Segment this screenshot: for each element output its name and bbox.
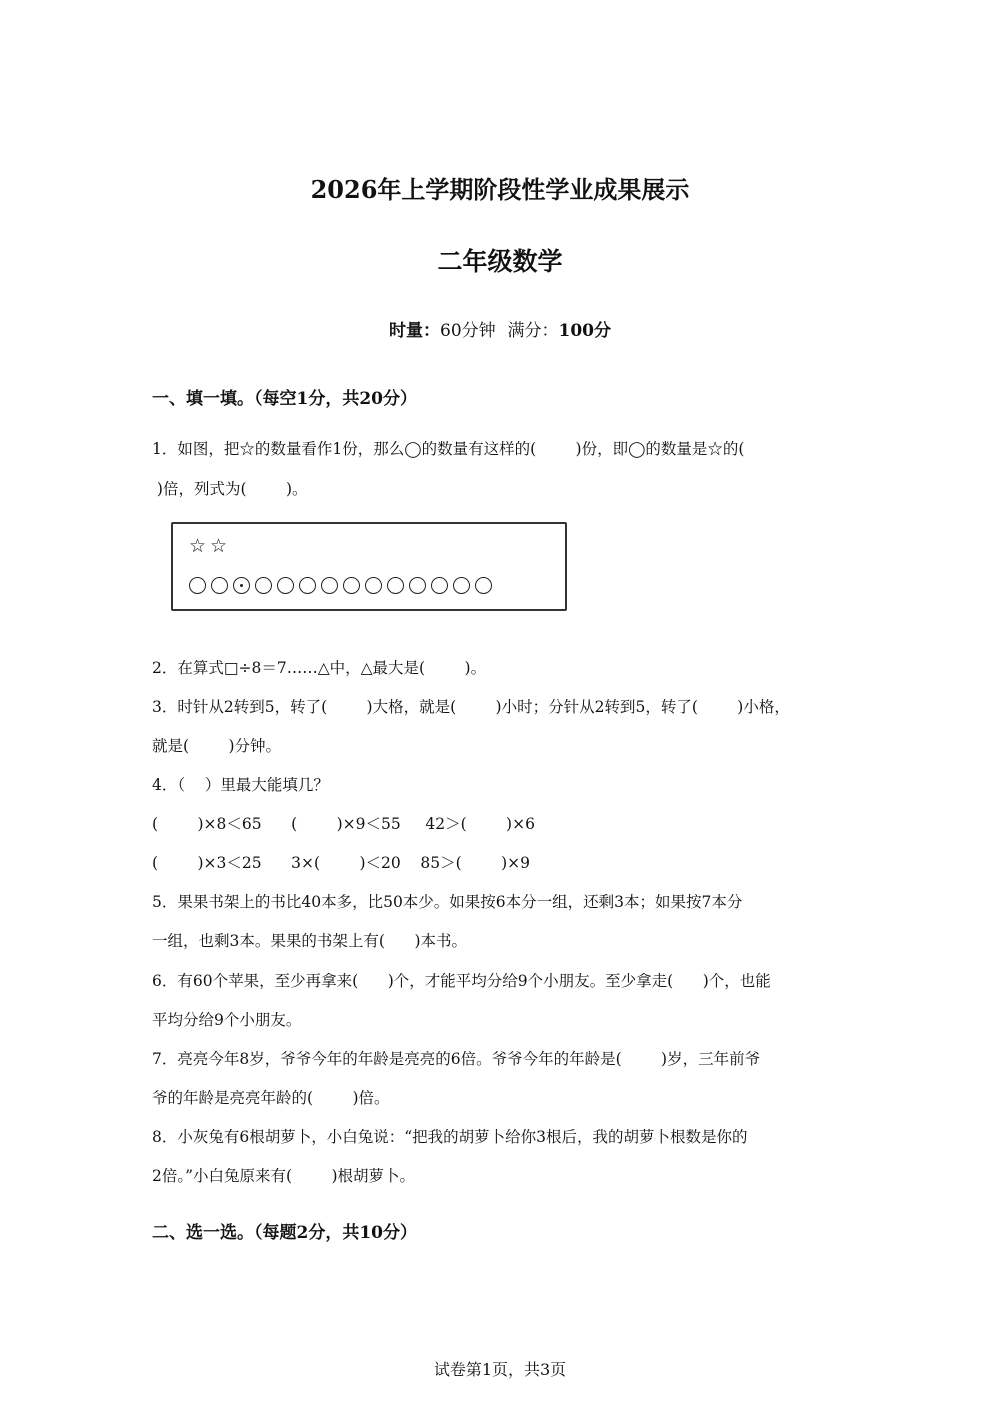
question-line: 2倍。”小白兔原来有( )根胡萝卜。	[152, 1167, 416, 1185]
question-line: ( )×8＜65 ( )×9＜55 42＞( )×6	[152, 815, 535, 833]
question-line: 3．时针从2转到5，转了( )大格，就是( )小时；分针从2转到5，转了( )小格，	[152, 698, 790, 716]
circle-shape	[365, 577, 382, 594]
question-line: )倍，列式为( )。	[152, 480, 308, 498]
page-footer: 试卷第1页，共3页	[433, 1360, 567, 1379]
circle-shape	[233, 577, 250, 594]
question-line: 4．（ ）里最大能填几？	[152, 776, 329, 794]
circle-shape	[189, 577, 206, 594]
question-line: 6．有60个苹果，至少再拿来( )个，才能平均分给9个小朋友。至少拿走( )个，也能	[152, 972, 771, 990]
section-2-heading: 二、选一选。（每题2分，共10分）	[152, 1223, 417, 1243]
question-line: 平均分给9个小朋友。	[152, 1011, 302, 1029]
question-line: 7．亮亮今年8岁，爷爷今年的年龄是亮亮的6倍。爷爷今年的年龄是( )岁，三年前爷	[152, 1050, 761, 1068]
time-value: 60分钟	[440, 321, 496, 341]
circle-shape	[453, 577, 470, 594]
score-label: 满分：	[507, 321, 559, 341]
circle-shape	[387, 577, 404, 594]
question-line: 1．如图，把☆的数量看作1份，那么◯的数量有这样的( )份，即◯的数量是☆的(	[152, 440, 745, 458]
star-shapes: ☆☆	[189, 535, 232, 557]
circle-shape	[211, 577, 228, 594]
time-label: 时量：	[389, 321, 440, 341]
circle-shape	[299, 577, 316, 594]
circle-shape	[343, 577, 360, 594]
question-line: 就是( )分钟。	[152, 737, 282, 755]
exam-title: 2026年上学期阶段性学业成果展示	[310, 175, 690, 204]
circle-shape	[475, 577, 492, 594]
question-line: 爷的年龄是亮亮年龄的( )倍。	[152, 1089, 390, 1107]
question-line: 8．小灰兔有6根胡萝卜，小白兔说：“把我的胡萝卜给你3根后，我的胡萝卜根数是你的	[152, 1128, 748, 1146]
question-line: 2．在算式□÷8＝7……△中，△最大是( )。	[152, 659, 487, 677]
question-line: 一组，也剩3本。果果的书架上有( )本书。	[152, 932, 468, 950]
score-value: 100分	[558, 321, 611, 341]
circle-row	[189, 577, 492, 594]
circle-shape	[431, 577, 448, 594]
stars-circles-figure	[171, 522, 567, 611]
circle-shape	[409, 577, 426, 594]
question-line: ( )×3＜25 3×( )＜20 85＞( )×9	[152, 854, 531, 872]
exam-subtitle: 二年级数学	[437, 247, 563, 276]
circle-shape	[277, 577, 294, 594]
circle-shape	[321, 577, 338, 594]
exam-meta	[0, 316, 1000, 341]
section-1-heading: 一、填一填。（每空1分，共20分）	[152, 389, 417, 409]
circle-shape	[255, 577, 272, 594]
question-line: 5．果果书架上的书比40本多，比50本少。如果按6本分一组，还剩3本；如果按7本分	[152, 893, 743, 911]
